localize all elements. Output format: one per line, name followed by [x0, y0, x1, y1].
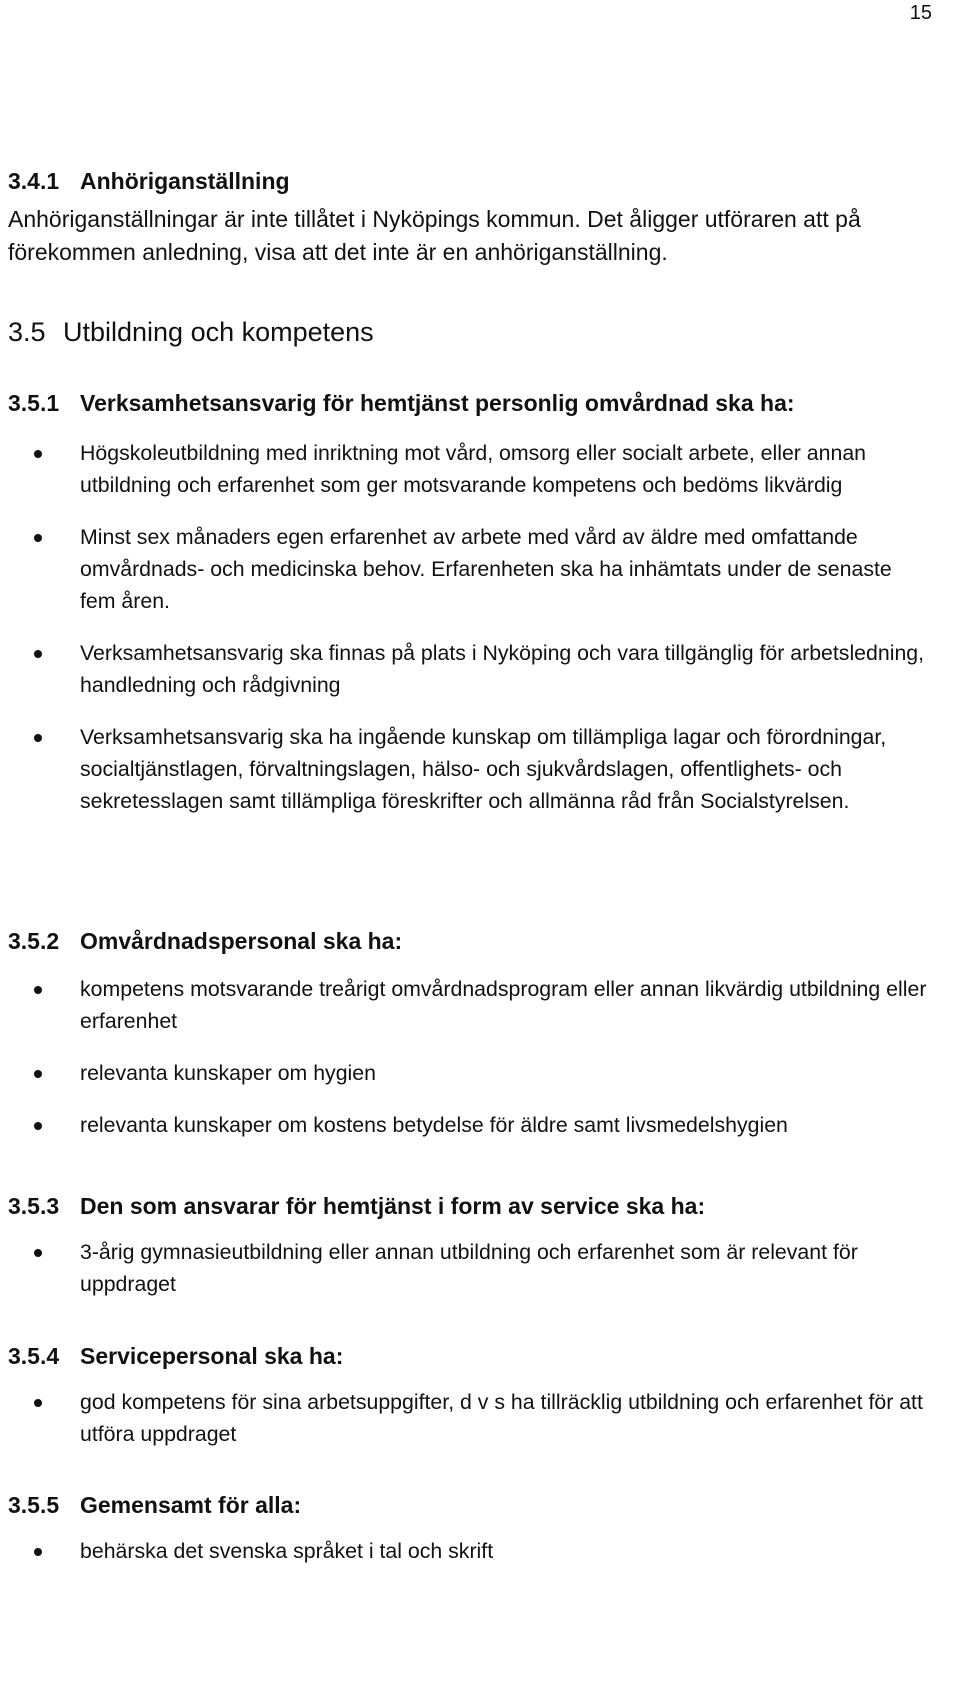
list-item-text: behärska det svenska språket i tal och skrift: [80, 1539, 494, 1563]
list-item: [8, 973, 928, 1037]
list-item-text: Verksamhetsansvarig ska ha ingående kunskap om tillämpliga lagar och förordningar, socialtjänstlagen, förvaltningslagen, hälso- och sjukvårdslagen, offentlighets- och sekretesslagen samt tillämpliga föreskrifter och allmänna råd från Socialstyrelsen.: [80, 725, 887, 813]
list-item-text: kompetens motsvarande treårigt omvårdnadsprogram eller annan likvärdig utbildning eller erfarenhet: [80, 977, 927, 1033]
section-3-4-1: [8, 168, 928, 269]
list-item: [8, 1386, 928, 1450]
paragraph-line: Anhöriganställningar är inte tillåtet i Nyköpings kommun. Det åligger utföraren att på: [8, 206, 861, 232]
list-item: [8, 1109, 928, 1141]
heading-title: Gemensamt för alla:: [80, 1492, 302, 1518]
list-item-text: Verksamhetsansvarig ska finnas på plats i Nyköping och vara tillgänglig för arbetsledning, handledning och rådgivning: [80, 641, 925, 697]
heading-number: 3.5: [8, 317, 46, 347]
heading-3-5: [8, 317, 928, 348]
heading-number: 3.5.5: [8, 1492, 60, 1518]
list-item-text: god kompetens för sina arbetsuppgifter, d v s ha tillräcklig utbildning och erfarenhet för att utföra uppdraget: [80, 1390, 923, 1446]
bullet-list: [8, 1535, 928, 1567]
heading-3-5-3: [8, 1193, 928, 1220]
paragraph-line: förekommen anledning, visa att det inte är en anhöriganställning.: [8, 239, 668, 265]
paragraph-anhoriganstallning: [8, 203, 928, 269]
list-item: [8, 521, 928, 617]
heading-number: 3.5.1: [8, 390, 60, 416]
heading-3-5-4: [8, 1343, 928, 1370]
bullet-list: [8, 1236, 928, 1300]
list-item-text: 3-årig gymnasieutbildning eller annan utbildning och erfarenhet som är relevant för uppdraget: [80, 1240, 858, 1296]
heading-3-4-1: [8, 168, 928, 195]
bullet-icon: [34, 1122, 42, 1130]
list-item-text: Minst sex månaders egen erfarenhet av arbete med vård av äldre med omfattande omvårdnads- och medicinska behov. Erfarenheten ska ha inhämtats under de senaste fem åren.: [80, 525, 892, 613]
list-item: [8, 637, 928, 701]
bullet-icon: [34, 986, 42, 994]
section-3-5-3: [8, 1193, 928, 1320]
list-item-text: Högskoleutbildning med inriktning mot vård, omsorg eller socialt arbete, eller annan utbildning och erfarenhet som ger motsvarande kompetens och bedöms likvärdig: [80, 441, 867, 497]
bullet-icon: [34, 450, 42, 458]
bullet-list: [8, 973, 928, 1141]
heading-title: Verksamhetsansvarig för hemtjänst personlig omvårdnad ska ha:: [80, 390, 795, 416]
heading-title: Utbildning och kompetens: [63, 317, 374, 347]
bullet-icon: [34, 534, 42, 542]
list-item: [8, 721, 928, 817]
section-3-5-4: [8, 1343, 928, 1470]
section-3-5-2: [8, 928, 928, 1161]
section-3-5-5: [8, 1492, 928, 1587]
section-3-5-1: [8, 390, 928, 837]
heading-title: Omvårdnadspersonal ska ha:: [80, 928, 403, 954]
bullet-list: [8, 437, 928, 817]
heading-number: 3.5.4: [8, 1343, 60, 1369]
heading-number: 3.5.3: [8, 1193, 60, 1219]
heading-number: 3.5.2: [8, 928, 60, 954]
bullet-list: [8, 1386, 928, 1450]
section-3-5: [8, 317, 928, 348]
heading-3-5-1: [8, 390, 928, 417]
heading-title: Den som ansvarar för hemtjänst i form av service ska ha:: [80, 1193, 706, 1219]
list-item: [8, 437, 928, 501]
list-item: [8, 1057, 928, 1089]
bullet-icon: [34, 1249, 42, 1257]
heading-3-5-2: [8, 928, 928, 955]
bullet-icon: [34, 734, 42, 742]
page-number: 15: [909, 2, 932, 24]
heading-title: Anhöriganställning: [80, 168, 290, 194]
heading-title: Servicepersonal ska ha:: [80, 1343, 344, 1369]
list-item: [8, 1236, 928, 1300]
heading-3-5-5: [8, 1492, 928, 1519]
bullet-icon: [34, 1399, 42, 1407]
list-item-text: relevanta kunskaper om kostens betydelse för äldre samt livsmedelshygien: [80, 1113, 788, 1137]
bullet-icon: [34, 1070, 42, 1078]
list-item: [8, 1535, 928, 1567]
bullet-icon: [34, 650, 42, 658]
bullet-icon: [34, 1548, 42, 1556]
heading-number: 3.4.1: [8, 168, 60, 194]
list-item-text: relevanta kunskaper om hygien: [80, 1061, 376, 1085]
